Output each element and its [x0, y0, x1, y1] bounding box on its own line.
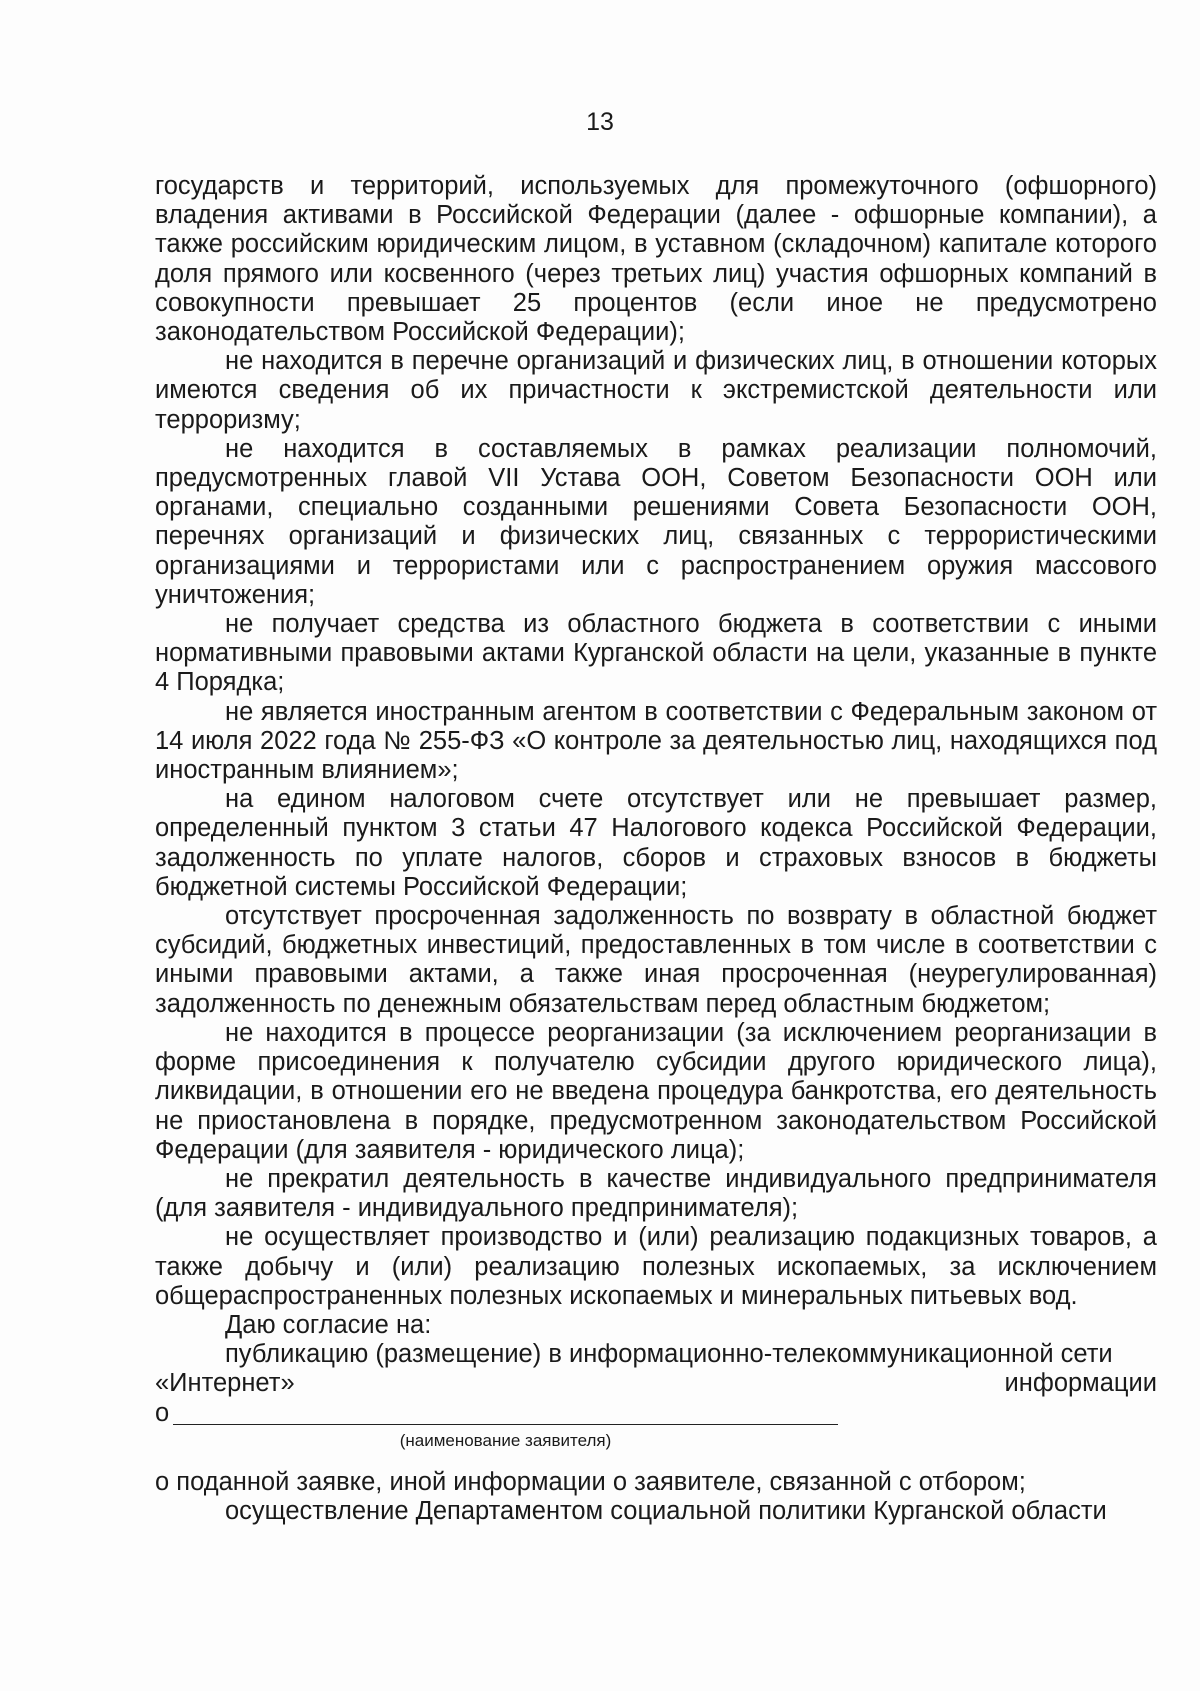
blank-prefix: о: [155, 1398, 170, 1427]
publication-line: публикацию (размещение) в информационно-телекоммуникационной сети: [225, 1340, 1113, 1369]
paragraph-foreign-agent: не является иностранным агентом в соответствии с Федеральным законом от 14 июля 2022 года № 255-ФЗ «О контроле за деятельностью лиц, находящихся под иностранным влиянием»;: [155, 697, 1157, 785]
internet-line: [155, 1369, 1157, 1398]
last-line: осуществление Департаментом социальной политики Курганской области: [225, 1496, 1107, 1525]
internet-label: «Интернет»: [155, 1369, 295, 1398]
page-number: 13: [586, 108, 614, 136]
paragraph-reorganization: не находится в процессе реорганизации (за исключением реорганизации в форме присоединения к получателю субсидии другого юридического лица), ликвидации, в отношении его не введена процедура банкротства, его деятельность не приостановлена в порядке, предусмотренном законодательством Российской Федерации (для заявителя - юридического лица);: [155, 1018, 1157, 1164]
information-label: информации: [1004, 1369, 1157, 1398]
paragraph-excise-goods: не осуществляет производство и (или) реализацию подакцизных товаров, а также добычу и (или) реализацию полезных ископаемых, за исключением общераспространенных полезных ископаемых и минеральных питьевых вод.: [155, 1223, 1157, 1310]
applicant-name-caption: (наименование заявителя): [399, 1430, 612, 1450]
paragraph-regional-budget: не получает средства из областного бюджета в соответствии с иными нормативными правовыми актами Курганской области на цели, указанные в пункте 4 Порядка;: [155, 610, 1157, 697]
applicant-name-row: [155, 1399, 1157, 1428]
consent-intro: Даю согласие на:: [225, 1310, 432, 1339]
paragraph-offshore: государств и территорий, используемых для промежуточного (офшорного) владения активами в Российской Федерации (далее - офшорные компании), а также российским юридическим лицом, в уставном (складочном) капитале которого доля прямого или косвенного (через третьих лиц) участия офшорных компаний в совокупности превышает 25 процентов (если иное не предусмотрено законодательством Российской Федерации);: [155, 172, 1157, 347]
paragraph-tax-account: на едином налоговом счете отсутствует или не превышает размер, определенный пунктом 3 статьи 47 Налогового кодекса Российской Федерации, задолженность по уплате налогов, сборов и страховых взносов в бюджеты бюджетной системы Российской Федерации;: [155, 785, 1157, 901]
after-blank-line: о поданной заявке, иной информации о заявителе, связанной с отбором;: [155, 1467, 1026, 1496]
paragraph-overdue-debt: отсутствует просроченная задолженность по возврату в областной бюджет субсидий, бюджетных инвестиций, предоставленных в том числе в соответствии с иными правовыми актами, а также иная просроченная (неурегулированная) задолженность по денежным обязательствам перед областным бюджетом;: [155, 902, 1157, 1018]
paragraph-extremism-list: не находится в перечне организаций и физических лиц, в отношении которых имеются сведения об их причастности к экстремистской деятельности или терроризму;: [155, 347, 1157, 434]
applicant-name-blank: [173, 1424, 838, 1425]
paragraph-un-lists: не находится в составляемых в рамках реализации полномочий, предусмотренных главой VII Устава ООН, Советом Безопасности ООН или органами, специально созданными решениями Совета Безопасности ООН, перечнях организаций и физических лиц, связанных с террористическими организациями и террористами или с распространением оружия массового уничтожения;: [155, 434, 1157, 609]
paragraph-entrepreneur: не прекратил деятельность в качестве индивидуального предпринимателя (для заявителя - индивидуального предпринимателя);: [155, 1164, 1157, 1223]
document-body: [155, 172, 1157, 1526]
